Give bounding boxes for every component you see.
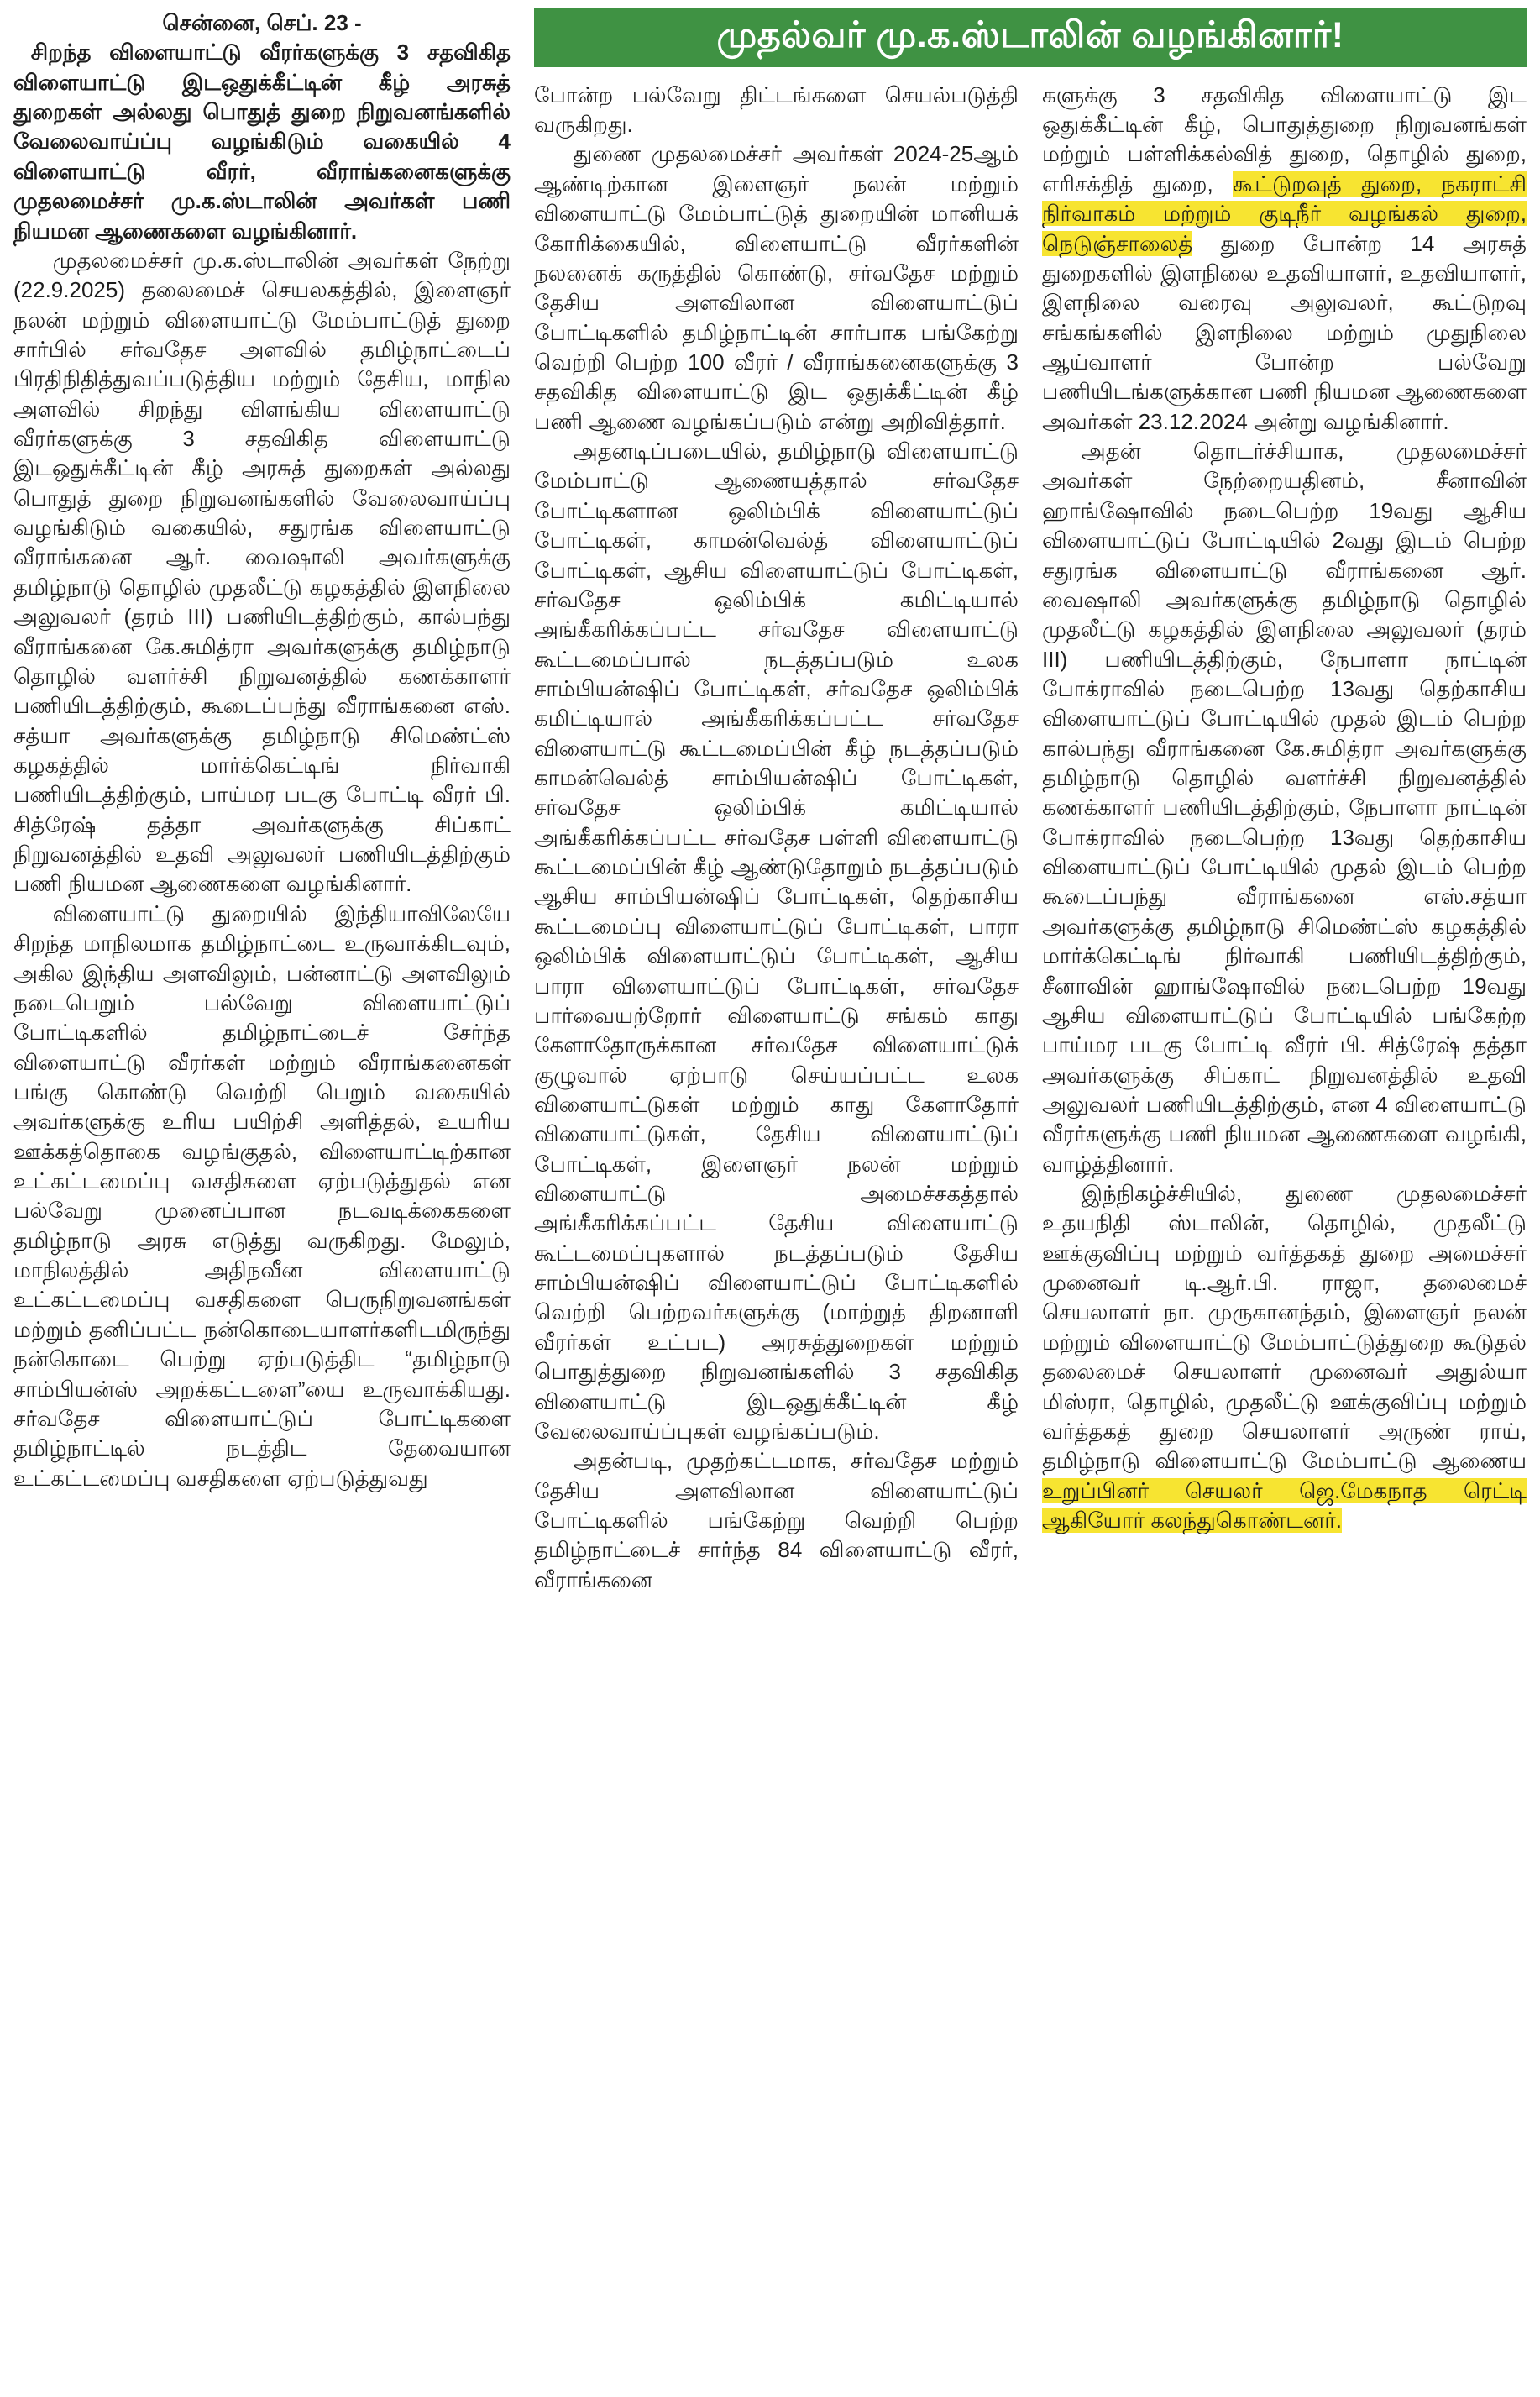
dateline: சென்னை, செப். 23 - bbox=[162, 10, 362, 35]
column-left bbox=[13, 8, 511, 2392]
column-middle bbox=[534, 81, 1019, 2392]
paragraph: துணை முதலமைச்சர் அவர்கள் 2024-25ஆம் ஆண்டிற்கான இளைஞர் நலன் மற்றும் விளையாட்டு மேம்பாட்டுத் துறையின் மானியக் கோரிக்கையில், விளையாட்டு வீரர்களின் நலனைக் கருத்தில் கொண்டு, சர்வதேச மற்றும் தேசிய அளவிலான விளையாட்டுப் போட்டிகளில் தமிழ்நாட்டின் சார்பாக பங்கேற்று வெற்றி பெற்ற 100 வீரர் / வீராங்கனைகளுக்கு 3 சதவிகித விளையாட்டு இட ஒதுக்கீட்டின் கீழ் பணி ஆணை வழங்கப்படும் என்று அறிவித்தார். bbox=[534, 141, 1019, 434]
paragraph-continuation: போன்ற பல்வேறு திட்டங்களை செயல்படுத்தி வருகிறது. bbox=[534, 81, 1019, 138]
paragraph-continuation bbox=[1042, 81, 1527, 437]
body-columns bbox=[534, 81, 1527, 2392]
paragraph: விளையாட்டு துறையில் இந்தியாவிலேயே சிறந்த மாநிலமாக தமிழ்நாட்டை உருவாக்கிடவும், அகில இந்திய அளவிலும், பன்னாட்டு அளவிலும் நடைபெறும் பல்வேறு விளையாட்டுப் போட்டிகளில் தமிழ்நாட்டைச் சேர்ந்த விளையாட்டு வீரர்கள் மற்றும் வீராங்கனைகள் பங்கு கொண்டு வெற்றி பெறும் வகையில் அவர்களுக்கு உரிய பயிற்சி அளித்தல், உயரிய ஊக்கத்தொகை வழங்குதல், விளையாட்டிற்கான உட்கட்டமைப்பு வசதிகளை ஏற்படுத்துதல் என பல்வேறு முனைப்பான நடவடிக்கைகளை தமிழ்நாடு அரசு எடுத்து வருகிறது. மேலும், மாநிலத்தில் அதிநவீன விளையாட்டு உட்கட்டமைப்பு வசதிகளை பெருநிறுவனங்கள் மற்றும் தனிப்பட்ட நன்கொடையாளர்களிடமிருந்து நன்கொடை பெற்று ஏற்படுத்திட “தமிழ்நாடு சாம்பியன்ஸ் அறக்கட்டளை”யை உருவாக்கியது. சர்வதேச விளையாட்டுப் போட்டிகளை தமிழ்நாட்டில் நடத்திட தேவையான உட்கட்டமைப்பு வசதிகளை ஏற்படுத்துவது bbox=[13, 900, 511, 1491]
paragraph bbox=[1042, 437, 1527, 1179]
text-segment: துறை போன்ற 14 அரசுத் துறைகளில் இளநிலை உதவியாளர், உதவியாளர், இளநிலை வரைவு அலுவலர், கூட்டுறவு சங்கங்களில் இளநிலை மற்றும் முதுநிலை ஆய்வாளர் போன்ற பல்வேறு பணியிடங்களுக்கான பணி நியமன ஆணைகளை அவர்கள் 23.12.2024 அன்று வழங்கினார். bbox=[1042, 230, 1527, 434]
highlighted-text: உறுப்பினர் செயலர் ஜெ.மேகநாத ரெட்டி ஆகியோர் கலந்துகொண்டனர். bbox=[1042, 1477, 1527, 1533]
paragraph: முதலமைச்சர் மு.க.ஸ்டாலின் அவர்கள் நேற்று (22.9.2025) தலைமைச் செயலகத்தில், இளைஞர் நலன் மற்றும் விளையாட்டு மேம்பாட்டுத் துறை சார்பில் சர்வதேச அளவில் தமிழ்நாட்டைப் பிரதிநிதித்துவப்படுத்திய மற்றும் தேசிய, மாநில அளவில் சிறந்து விளங்கிய விளையாட்டு வீரர்களுக்கு 3 சதவிகித விளையாட்டு இடஒதுக்கீட்டின் கீழ் அரசுத் துறைகள் அல்லது பொதுத் துறை நிறுவனங்களில் வேலைவாய்ப்பு வழங்கிடும் வகையில், சதுரங்க விளையாட்டு வீராங்கனை ஆர். வைஷாலி அவர்களுக்கு தமிழ்நாடு தொழில் முதலீட்டு கழகத்தில் இளநிலை அலுவலர் (தரம் III) பணியிடத்திற்கும், கால்பந்து வீராங்கனை கே.சுமித்ரா அவர்களுக்கு தமிழ்நாடு தொழில் வளர்ச்சி நிறுவனத்தில் கணக்காளர் பணியிடத்திற்கும், கூடைப்பந்து வீராங்கனை எஸ். சத்யா அவர்களுக்கு தமிழ்நாடு சிமெண்ட்ஸ் கழகத்தில் மார்க்கெட்டிங் நிர்வாகி பணியிடத்திற்கும், பாய்மர படகு போட்டி வீரர் பி. சித்ரேஷ் தத்தா அவர்களுக்கு சிப்காட் நிறுவனத்தில் உதவி அலுவலர் பணியிடத்திற்கும் பணி நியமன ஆணைகளை வழங்கினார். bbox=[13, 247, 511, 897]
text-segment: களுக்கு 3 சதவிகித விளையாட்டு இட ஒதுக்கீட்டின் கீழ், பொதுத்துறை நிறுவனங்கள் மற்றும் பள்ளிக்கல்வித் துறை, தொழில் துறை, எரிசக்தித் துறை, bbox=[1042, 81, 1527, 197]
text-segment: இந்நிகழ்ச்சியில், துணை முதலமைச்சர் உதயநிதி ஸ்டாலின், தொழில், முதலீட்டு ஊக்குவிப்பு மற்றும் வர்த்தகத் துறை அமைச்சர் முனைவர் டி.ஆர்.பி. ராஜா, தலைமைச் செயலாளர் நா. முருகானந்தம், இளைஞர் நலன் மற்றும் விளையாட்டு மேம்பாட்டுத்துறை கூடுதல் தலைமைச் செயலாளர் முனைவர் அதுல்யா மிஸ்ரா, தொழில், முதலீட்டு ஊக்குவிப்பு மற்றும் வர்த்தகத் துறை செயலாளர் அருண் ராய், தமிழ்நாடு விளையாட்டு மேம்பாட்டு ஆணைய bbox=[1042, 1181, 1527, 1474]
text-segment: அதன் தொடர்ச்சியாக, முதலமைச்சர் அவர்கள் நேற்றையதினம், சீனாவின் ஹாங்ஷோவில் நடைபெற்ற 19வது ஆசிய விளையாட்டுப் போட்டியில் 2வது இடம் பெற்ற சதுரங்க விளையாட்டு வீராங்கனை ஆர். வைஷாலி அவர்களுக்கு தமிழ்நாடு தொழில் முதலீட்டு கழகத்தில் இளநிலை அலுவலர் (தரம் III) பணியிடத்திற்கும், நேபாளா நாட்டின் போக்ராவில் நடைபெற்ற 13வது தெற்காசிய விளையாட்டுப் போட்டியில் முதல் இடம் பெற்ற கால்பந்து வீராங்கனை கே.சுமித்ரா அவர்களுக்கு தமிழ்நாடு தொழில் வளர்ச்சி நிறுவனத்தில் கணக்காளர் பணியிடத்திற்கும், நேபாளா நாட்டின் போக்ராவில் நடைபெற்ற 13வது தெற்காசிய விளையாட்டுப் போட்டியில் முதல் இடம் பெற்ற கூடைப்பந்து வீராங்கனை எஸ்.சத்யா அவர்களுக்கு தமிழ்நாடு சிமெண்ட்ஸ் கழகத்தில் மார்க்கெட்டிங் நிர்வாகி பணியிடத்திற்கும், சீனாவின் ஹாங்ஷோவில் நடைபெற்ற 19வது ஆசிய விளையாட்டுப் போட்டியில் பங்கேற்ற பாய்மர படகு போட்டி வீரர் பி. சித்ரேஷ் தத்தா அவர்களுக்கு சிப்காட் நிறுவனத்தில் உதவி அலுவலர் பணியிடத்திற்கும், என 4 விளையாட்டு வீரர்களுக்கு பணி நியமன ஆணைகளை வழங்கி, வாழ்த்தினார். bbox=[1042, 438, 1527, 1177]
lead-paragraph: சிறந்த விளையாட்டு வீரர்களுக்கு 3 சதவிகித விளையாட்டு இடஒதுக்கீட்டின் கீழ் அரசுத் துறைகள் அல்லது பொதுத் துறை நிறுவனங்களில் வேலைவாய்ப்பு வழங்கிடும் வகையில் 4 விளையாட்டு வீரர், வீராங்கனைகளுக்கு முதலமைச்சர் மு.க.ஸ்டாலின் அவர்கள் பணி நியமன ஆணைகளை வழங்கினார். bbox=[13, 39, 511, 244]
headline-banner bbox=[534, 8, 1527, 67]
paragraph: அதனடிப்படையில், தமிழ்நாடு விளையாட்டு மேம்பாட்டு ஆணையத்தால் சர்வதேச போட்டிகளான ஒலிம்பிக் விளையாட்டுப் போட்டிகள், காமன்வெல்த் விளையாட்டுப் போட்டிகள், ஆசிய விளையாட்டுப் போட்டிகள், சர்வதேச ஒலிம்பிக் கமிட்டியால் அங்கீகரிக்கப்பட்ட சர்வதேச விளையாட்டு கூட்டமைப்பால் நடத்தப்படும் உலக சாம்பியன்ஷிப் போட்டிகள், சர்வதேச ஒலிம்பிக் கமிட்டியால் அங்கீகரிக்கப்பட்ட சர்வதேச விளையாட்டு கூட்டமைப்பின் கீழ் நடத்தப்படும் காமன்வெல்த் சாம்பியன்ஷிப் போட்டிகள், சர்வதேச ஒலிம்பிக் கமிட்டியால் அங்கீகரிக்கப்பட்ட சர்வதேச பள்ளி விளையாட்டு கூட்டமைப்பின் கீழ் ஆண்டுதோறும் நடத்தப்படும் ஆசிய சாம்பியன்ஷிப் போட்டிகள், தெற்காசிய கூட்டமைப்பு விளையாட்டுப் போட்டிகள், பாரா ஒலிம்பிக் விளையாட்டுப் போட்டிகள், ஆசிய பாரா விளையாட்டுப் போட்டிகள், சர்வதேச பார்வையற்றோர் விளையாட்டு சங்கம் காது கேளாதோருக்கான சர்வதேச விளையாட்டுக் குழுவால் ஏற்பாடு செய்யப்பட்ட உலக விளையாட்டுகள் மற்றும் காது கேளாதோர் விளையாட்டுகள், தேசிய விளையாட்டுப் போட்டிகள், இளைஞர் நலன் மற்றும் விளையாட்டு அமைச்சகத்தால் அங்கீகரிக்கப்பட்ட தேசிய விளையாட்டு கூட்டமைப்புகளால் நடத்தப்படும் தேசிய சாம்பியன்ஷிப் விளையாட்டுப் போட்டிகளில் வெற்றி பெற்றவர்களுக்கு (மாற்றுத் திறனாளி வீரர்கள் உட்பட) அரசுத்துறைகள் மற்றும் பொதுத்துறை நிறுவனங்களில் 3 சதவிகித விளையாட்டு இடஒதுக்கீட்டின் கீழ் வேலைவாய்ப்புகள் வழங்கப்படும். bbox=[534, 438, 1019, 1444]
headline-text: முதல்வர் மு.க.ஸ்டாலின் வழங்கினார்! bbox=[716, 15, 1344, 55]
highlighted-text: கூட்டுறவுத் துறை, நகராட்சி நிர்வாகம் மற்றும் குடிநீர் வழங்கல் துறை, நெடுஞ்சாலைத் bbox=[1042, 170, 1527, 256]
column-right bbox=[1042, 81, 1527, 2392]
paragraph: அதன்படி, முதற்கட்டமாக, சர்வதேச மற்றும் தேசிய அளவிலான விளையாட்டுப் போட்டிகளில் பங்கேற்று வெற்றி பெற்ற தமிழ்நாட்டைச் சார்ந்த 84 விளையாட்டு வீரர், வீராங்கனை bbox=[534, 1448, 1019, 1592]
headline-and-body bbox=[534, 8, 1527, 2392]
paragraph bbox=[1042, 1179, 1527, 1535]
